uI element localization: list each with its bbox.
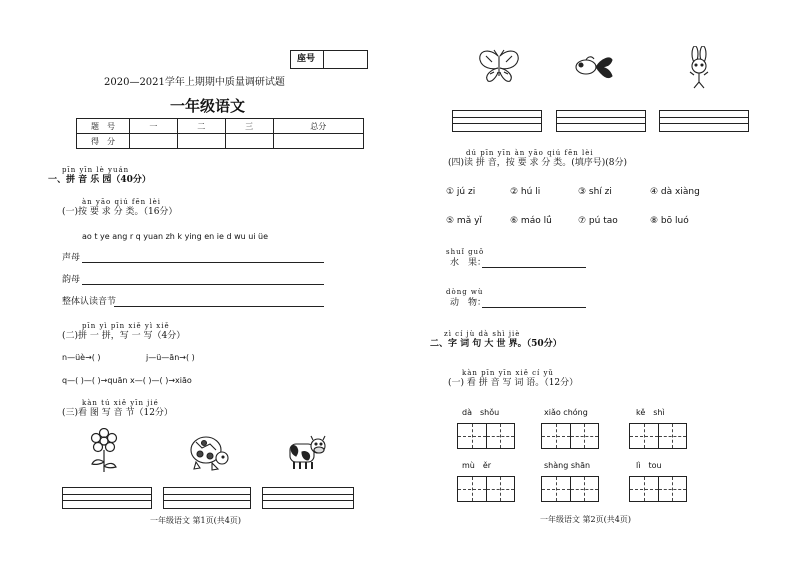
rabbit-icon xyxy=(684,46,714,90)
section2-pinyin: zì cí jù dà shì jiè xyxy=(444,330,521,338)
section1-title: 一、拼 音 乐 园（40分） xyxy=(48,175,151,185)
goldfish-icon xyxy=(572,52,614,82)
seat-label: 座号 xyxy=(297,54,316,64)
section1-pinyin: pīn yīn lè yuán xyxy=(62,166,130,174)
character-grid[interactable] xyxy=(457,476,515,502)
pinyin-writing-box[interactable] xyxy=(163,487,251,509)
cow-icon xyxy=(286,434,328,472)
exam-title: 2020—2021学年上期期中质量调研试题 xyxy=(104,77,285,88)
word-pinyin: xiǎo chóng xyxy=(544,408,588,417)
score-cell[interactable] xyxy=(130,134,178,149)
score-header: 总分 xyxy=(273,119,363,134)
pinyin-writing-box[interactable] xyxy=(262,487,354,509)
page-footer: 一年级语文 第2页(共4页) xyxy=(540,515,631,524)
q4-pinyin: dú pīn yīn àn yāo qiú fēn lèi xyxy=(466,149,594,157)
word-pinyin: kě shì xyxy=(636,408,665,417)
initials-label: 声母 xyxy=(62,253,81,263)
score-header: 二 xyxy=(177,119,225,134)
q2-line1b: j—ü—ān→( ) xyxy=(146,353,195,362)
score-header: 题 号 xyxy=(77,119,130,134)
animal-answer-line[interactable] xyxy=(482,307,586,308)
q1-title: (一)按 要 求 分 类。（16分） xyxy=(62,207,178,217)
q4-item: ⑤ mǎ yǐ xyxy=(446,216,482,226)
character-grid[interactable] xyxy=(541,476,599,502)
q5-title: (一) 看 拼 音 写 词 语。（12分） xyxy=(448,378,579,388)
q3-pinyin: kàn tú xiě yīn jié xyxy=(82,399,159,407)
q4-item: ⑥ máo lǘ xyxy=(510,216,552,226)
q2-title: (二)拼 一 拼，写 一 写（4分） xyxy=(62,331,186,341)
page-footer: 一年级语文 第1页(共4页) xyxy=(150,516,241,525)
character-grid[interactable] xyxy=(457,423,515,449)
word-pinyin: shàng shān xyxy=(544,461,591,470)
whole-syllable-answer-line[interactable] xyxy=(114,306,324,307)
character-grid[interactable] xyxy=(629,423,687,449)
score-cell[interactable] xyxy=(177,134,225,149)
character-grid[interactable] xyxy=(541,423,599,449)
subject-title: 一年级语文 xyxy=(170,97,246,115)
q1-pinyin: àn yāo qiú fēn lèi xyxy=(82,198,162,206)
section2-title: 二、字 词 句 大 世 界。（50分） xyxy=(430,339,562,349)
q1-letters: ao t ye ang r q yuan zh k ying en ie d wu ui üe xyxy=(82,232,269,241)
animal-pinyin: dòng wù xyxy=(446,288,484,296)
score-cell[interactable] xyxy=(273,134,363,149)
score-cell[interactable] xyxy=(225,134,273,149)
word-pinyin: lì tou xyxy=(636,461,662,470)
q4-item: ⑧ bō luó xyxy=(650,216,689,226)
pinyin-writing-box[interactable] xyxy=(62,487,152,509)
score-header: 三 xyxy=(225,119,273,134)
character-grid[interactable] xyxy=(629,476,687,502)
seat-number-box xyxy=(290,50,368,69)
q4-item: ④ dà xiàng xyxy=(650,187,700,197)
q2-pinyin: pīn yì pīn xiě yì xiě xyxy=(82,322,170,330)
q4-item: ③ shí zi xyxy=(578,187,612,197)
whole-syllable-label: 整体认读音节 xyxy=(62,297,117,307)
finals-label: 韵母 xyxy=(62,275,81,285)
initials-answer-line[interactable] xyxy=(82,262,324,263)
pinyin-writing-box[interactable] xyxy=(452,110,542,132)
finals-answer-line[interactable] xyxy=(82,284,324,285)
q3-title: (三)看 图 写 音 节（12分） xyxy=(62,408,173,418)
q2-line2: q—( )—( )→quān x—( )—( )→xiāo xyxy=(62,376,192,385)
q4-item: ⑦ pú tao xyxy=(578,216,618,226)
word-pinyin: mù ěr xyxy=(462,461,492,470)
fruit-answer-line[interactable] xyxy=(482,267,586,268)
score-row-label: 得 分 xyxy=(77,134,130,149)
q4-item: ① jú zi xyxy=(446,187,476,197)
flower-icon xyxy=(86,428,122,474)
turtle-icon xyxy=(188,428,230,472)
q4-title: (四)读 拼 音，按 要 求 分 类。(填序号)(8分) xyxy=(448,158,627,168)
word-pinyin: dà shǒu xyxy=(462,408,500,417)
pinyin-writing-box[interactable] xyxy=(659,110,749,132)
animal-label: 动 物： xyxy=(450,298,487,308)
q4-item: ② hú li xyxy=(510,187,541,197)
q5-pinyin: kàn pīn yīn xiě cí yǔ xyxy=(462,369,554,377)
q2-line1a: n—üè→( ) xyxy=(62,353,101,362)
fruit-pinyin: shuǐ guǒ xyxy=(446,248,485,256)
fruit-label: 水 果： xyxy=(450,258,487,268)
butterfly-icon xyxy=(476,48,522,84)
score-header: 一 xyxy=(130,119,178,134)
score-table xyxy=(76,118,364,149)
pinyin-writing-box[interactable] xyxy=(556,110,646,132)
